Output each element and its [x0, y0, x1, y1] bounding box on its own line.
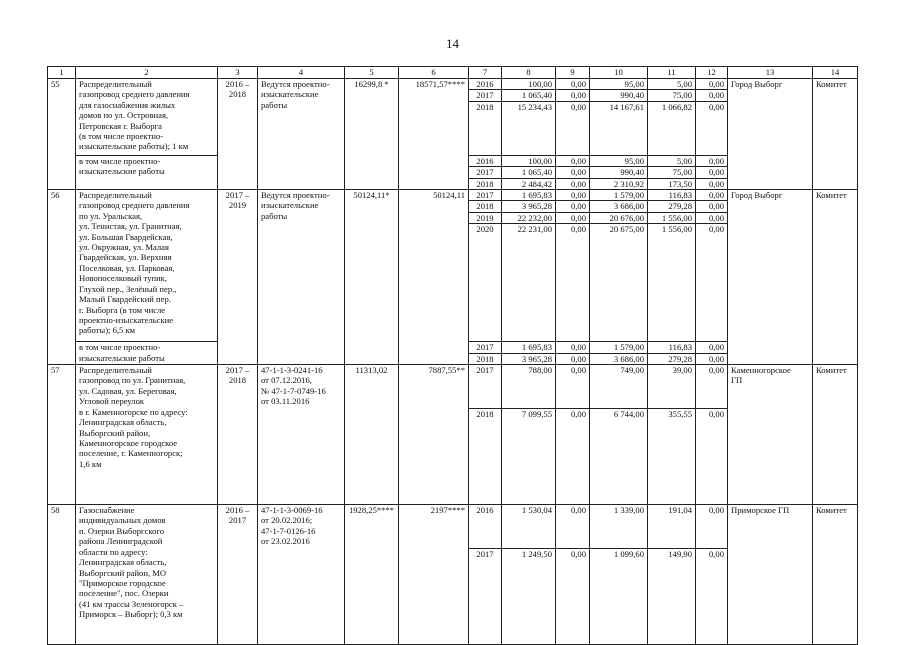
amount-federal: 0,00	[556, 178, 590, 189]
docs-cell: 47-1-1-3-0069-16 от 20.02.2016; 47-1-7-0126-16 от 23.02.2016	[258, 505, 345, 645]
amount-total: 1 249,50	[502, 549, 556, 645]
amount-other: 0,00	[696, 212, 728, 223]
column-header: 7	[469, 67, 502, 79]
table-row	[48, 79, 858, 90]
amount-other: 0,00	[696, 549, 728, 645]
amount-other: 0,00	[696, 353, 728, 364]
table-row	[48, 190, 858, 201]
column-header: 10	[590, 67, 648, 79]
amount-total: 1 695,83	[502, 190, 556, 201]
year-cell: 2017	[469, 365, 502, 409]
subtotal-label: в том числе проектно- изыскательские работы	[76, 342, 218, 365]
value-col6: 2197****	[399, 505, 469, 645]
amount-regional: 1 579,00	[590, 342, 648, 353]
amount-total: 7 099,55	[502, 409, 556, 505]
column-header: 2	[76, 67, 218, 79]
row-number: 57	[48, 365, 76, 505]
value-col5: 1928,25****	[345, 505, 399, 645]
amount-other: 0,00	[696, 505, 728, 549]
amount-regional: 990,40	[590, 167, 648, 178]
amount-local: 279,28	[648, 201, 696, 212]
amount-total: 3 965,28	[502, 201, 556, 212]
column-header: 8	[502, 67, 556, 79]
object-name: Газоснабжение индивидуальных домов п. Озерки Выборгского района Ленинградской области по адресу: Ленинградская область, Выборгский район, МО "Приморское городское поселение", пос. Озерки (41 км трассы Зеленогорск – Приморск – Выборг); 0,3 км	[76, 505, 218, 645]
place-cell: Приморское ГП	[728, 505, 813, 645]
row-number: 56	[48, 190, 76, 365]
amount-total: 788,00	[502, 365, 556, 409]
docs-cell: Ведутся проектно- изыскательские работы	[258, 190, 345, 365]
period-cell: 2016 – 2018	[218, 79, 258, 190]
amount-regional: 990,40	[590, 90, 648, 101]
amount-total: 22 232,00	[502, 212, 556, 223]
column-header: 9	[556, 67, 590, 79]
year-cell: 2017	[469, 342, 502, 353]
place-cell: Город Выборг	[728, 190, 813, 365]
column-header: 14	[813, 67, 858, 79]
column-header: 12	[696, 67, 728, 79]
amount-federal: 0,00	[556, 409, 590, 505]
amount-total: 100,00	[502, 155, 556, 166]
value-col5: 11313,02	[345, 365, 399, 505]
amount-other: 0,00	[696, 224, 728, 342]
amount-other: 0,00	[696, 90, 728, 101]
year-cell: 2016	[469, 155, 502, 166]
year-cell: 2020	[469, 224, 502, 342]
amount-regional: 14 167,61	[590, 101, 648, 155]
amount-federal: 0,00	[556, 79, 590, 90]
amount-other: 0,00	[696, 409, 728, 505]
investment-table	[47, 66, 858, 645]
year-cell: 2018	[469, 409, 502, 505]
amount-federal: 0,00	[556, 212, 590, 223]
customer-cell: Комитет	[813, 79, 858, 190]
year-cell: 2018	[469, 201, 502, 212]
table-row	[48, 365, 858, 409]
amount-local: 355,55	[648, 409, 696, 505]
place-cell: Каменногорское ГП	[728, 365, 813, 505]
row-number: 58	[48, 505, 76, 645]
amount-regional: 20 676,00	[590, 212, 648, 223]
year-cell: 2016	[469, 505, 502, 549]
amount-local: 116,83	[648, 342, 696, 353]
year-cell: 2018	[469, 178, 502, 189]
year-cell: 2016	[469, 79, 502, 90]
column-header: 4	[258, 67, 345, 79]
amount-other: 0,00	[696, 190, 728, 201]
amount-regional: 1 579,00	[590, 190, 648, 201]
amount-local: 116,83	[648, 190, 696, 201]
period-cell: 2017 – 2019	[218, 190, 258, 365]
year-cell: 2019	[469, 212, 502, 223]
value-col5: 16299,8 *	[345, 79, 399, 190]
value-col6: 18571,57****	[399, 79, 469, 190]
column-header: 1	[48, 67, 76, 79]
amount-total: 22 231,00	[502, 224, 556, 342]
amount-regional: 3 686,00	[590, 353, 648, 364]
amount-regional: 749,00	[590, 365, 648, 409]
row-number: 55	[48, 79, 76, 190]
column-header: 13	[728, 67, 813, 79]
amount-regional: 3 686,00	[590, 201, 648, 212]
customer-cell: Комитет	[813, 190, 858, 365]
year-cell: 2018	[469, 101, 502, 155]
amount-other: 0,00	[696, 79, 728, 90]
amount-federal: 0,00	[556, 365, 590, 409]
amount-total: 1 695,83	[502, 342, 556, 353]
amount-local: 5,00	[648, 155, 696, 166]
amount-total: 1 065,40	[502, 90, 556, 101]
amount-federal: 0,00	[556, 342, 590, 353]
object-name: Распределительный газопровод по ул. Гранитная, ул. Садовая, ул. Береговая, Угловой переулок в г. Каменногорске по адресу: Ленинградская область, Выборгский район, Каменногорское городское поселение, г. Каменногорск; 1,6 км	[76, 365, 218, 505]
value-col6: 7887,55**	[399, 365, 469, 505]
amount-federal: 0,00	[556, 167, 590, 178]
place-cell: Город Выборг	[728, 79, 813, 190]
amount-total: 1 065,40	[502, 167, 556, 178]
customer-cell: Комитет	[813, 505, 858, 645]
amount-local: 5,00	[648, 79, 696, 90]
amount-local: 279,28	[648, 353, 696, 364]
value-col6: 50124,11	[399, 190, 469, 365]
amount-federal: 0,00	[556, 505, 590, 549]
column-header: 3	[218, 67, 258, 79]
year-cell: 2018	[469, 353, 502, 364]
amount-federal: 0,00	[556, 224, 590, 342]
column-header: 5	[345, 67, 399, 79]
amount-other: 0,00	[696, 178, 728, 189]
year-cell: 2017	[469, 190, 502, 201]
amount-federal: 0,00	[556, 101, 590, 155]
amount-total: 100,00	[502, 79, 556, 90]
amount-regional: 95,00	[590, 155, 648, 166]
docs-cell: Ведутся проектно- изыскательские работы	[258, 79, 345, 190]
amount-federal: 0,00	[556, 549, 590, 645]
amount-total: 3 965,28	[502, 353, 556, 364]
year-cell: 2017	[469, 90, 502, 101]
amount-other: 0,00	[696, 365, 728, 409]
amount-regional: 95,00	[590, 79, 648, 90]
object-name: Распределительный газопровод среднего давления для газоснабжения жилых домов по ул. Островная, Петровская г. Выборга (в том числе проектно- изыскательские работы); 1 км	[76, 79, 218, 156]
value-col5: 50124,11*	[345, 190, 399, 365]
column-header: 6	[399, 67, 469, 79]
amount-regional: 6 744,00	[590, 409, 648, 505]
amount-total: 15 234,43	[502, 101, 556, 155]
amount-other: 0,00	[696, 201, 728, 212]
amount-local: 1 556,00	[648, 224, 696, 342]
amount-regional: 1 339,00	[590, 505, 648, 549]
amount-total: 1 530,04	[502, 505, 556, 549]
amount-local: 39,00	[648, 365, 696, 409]
amount-federal: 0,00	[556, 90, 590, 101]
period-cell: 2016 – 2017	[218, 505, 258, 645]
amount-local: 75,00	[648, 167, 696, 178]
column-header: 11	[648, 67, 696, 79]
header-row	[48, 67, 858, 79]
amount-federal: 0,00	[556, 353, 590, 364]
year-cell: 2017	[469, 167, 502, 178]
year-cell: 2017	[469, 549, 502, 645]
docs-cell: 47-1-1-3-0241-16 от 07.12.2016, № 47-1-7-0749-16 от 03.11.2016	[258, 365, 345, 505]
subtotal-label: в том числе проектно- изыскательские работы	[76, 155, 218, 189]
amount-federal: 0,00	[556, 190, 590, 201]
amount-other: 0,00	[696, 101, 728, 155]
amount-regional: 1 099,60	[590, 549, 648, 645]
period-cell: 2017 – 2018	[218, 365, 258, 505]
customer-cell: Комитет	[813, 365, 858, 505]
amount-other: 0,00	[696, 342, 728, 353]
amount-federal: 0,00	[556, 155, 590, 166]
amount-regional: 20 675,00	[590, 224, 648, 342]
amount-regional: 2 310,92	[590, 178, 648, 189]
table-row	[48, 505, 858, 549]
amount-local: 191,04	[648, 505, 696, 549]
object-name: Распределительный газопровод среднего давления по ул. Уральская, ул. Тенистая, ул. Гранитная, ул. Большая Гвардейская, ул. Окружная, ул. Малая Гвардейская, ул. Верхняя Поселковая, ул. Парковая, Новопоселковый тупик, Глухой пер., Зелёный пер., Малый Гвардейский пер. г. Выборга (в том числе проектно-изыскательские работы); 6,5 км	[76, 190, 218, 342]
amount-federal: 0,00	[556, 201, 590, 212]
amount-local: 173,50	[648, 178, 696, 189]
amount-other: 0,00	[696, 155, 728, 166]
page-number: 14	[446, 36, 459, 51]
amount-local: 1 556,00	[648, 212, 696, 223]
amount-other: 0,00	[696, 167, 728, 178]
amount-local: 75,00	[648, 90, 696, 101]
amount-local: 1 066,82	[648, 101, 696, 155]
amount-local: 149,90	[648, 549, 696, 645]
amount-total: 2 484,42	[502, 178, 556, 189]
